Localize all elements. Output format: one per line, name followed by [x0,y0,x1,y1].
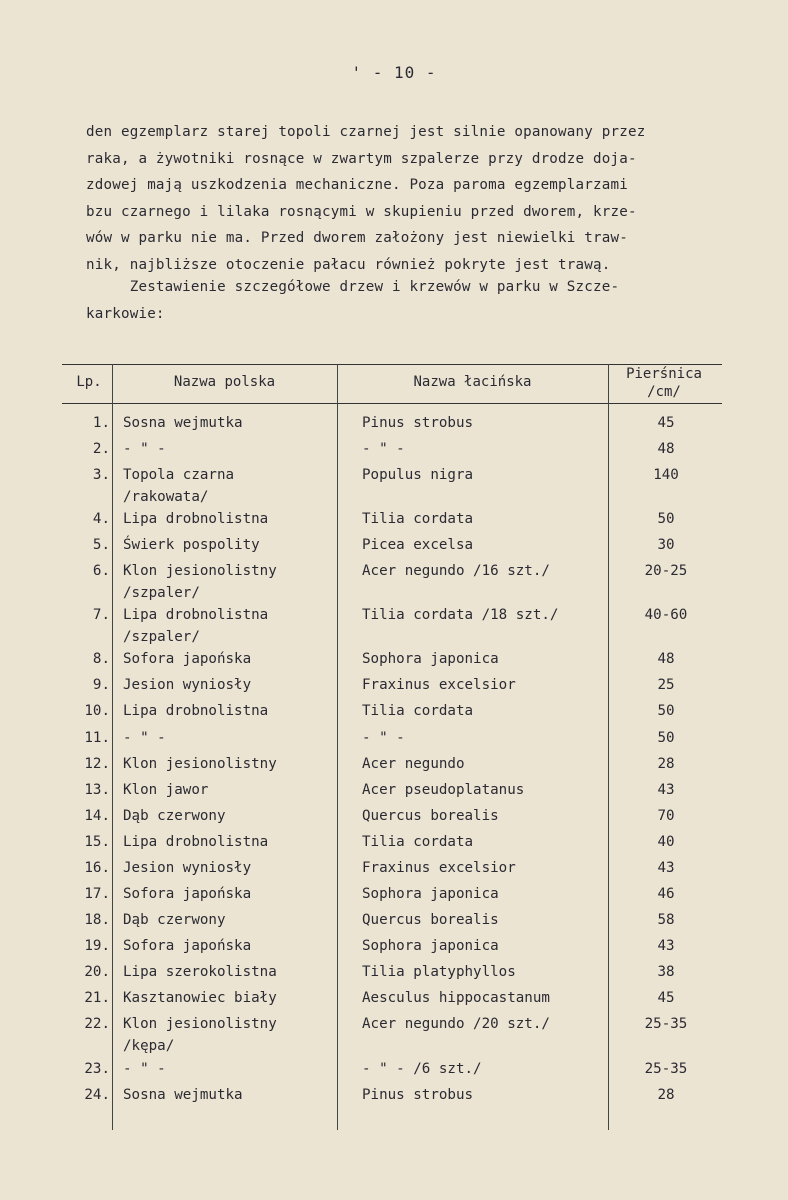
polish-name-line: Klon jesionolistny [123,1016,277,1032]
row-number: 19. [84,938,110,954]
row-number: 16. [84,860,110,876]
circumference-value: 50 [657,703,675,719]
polish-name [123,508,333,530]
latin-name: Quercus borealis [362,912,499,928]
latin-name: Pinus strobus [362,415,474,431]
polish-name [123,648,333,670]
circumference-value: 70 [657,808,675,824]
polish-name [123,1013,333,1057]
latin-name: Sophora japonica [362,938,499,954]
latin-name: - " - [362,441,405,457]
header-unit: /cm/ [647,384,681,400]
polish-name-line: Sosna wejmutka [123,1087,243,1103]
polish-name-line: Lipa drobnolistna [123,607,269,623]
polish-name [123,1084,333,1106]
table-row [0,700,788,726]
polish-name-line: Lipa drobnolistna [123,703,269,719]
polish-name [123,961,333,983]
polish-name-line: Sosna wejmutka [123,415,243,431]
polish-name-line: Kasztanowiec biały [123,990,277,1006]
latin-name: Tilia cordata [362,703,474,719]
table-row [0,604,788,645]
latin-name: Acer pseudoplatanus [362,782,525,798]
latin-name: Tilia cordata [362,834,474,850]
table-top-rule [62,364,722,365]
circumference-value: 48 [657,651,675,667]
polish-name-line: Lipa drobnolistna [123,511,269,527]
latin-name: Aesculus hippocastanum [362,990,550,1006]
latin-name: Quercus borealis [362,808,499,824]
polish-name [123,560,333,604]
circumference-value: 50 [657,730,675,746]
row-number: 12. [84,756,110,772]
circumference-value: 25-35 [644,1061,688,1077]
row-number: 1. [92,415,110,431]
latin-name: Pinus strobus [362,1087,474,1103]
row-number: 8. [92,651,110,667]
polish-name-line: Sofora japońska [123,938,252,954]
table-row [0,508,788,534]
polish-name-note: /rakowata/ [123,489,209,505]
paragraph-intro [86,119,756,278]
row-number: 6. [92,563,110,579]
table-row [0,909,788,935]
polish-name-line: - " - [123,1061,166,1077]
circumference-value: 45 [657,415,675,431]
polish-name [123,438,333,460]
polish-name-line: - " - [123,441,166,457]
text-line: karkowie: [86,305,165,322]
polish-name [123,674,333,696]
latin-name: Sophora japonica [362,886,499,902]
circumference-value: 30 [657,537,675,553]
paragraph-table-intro [86,274,756,327]
table-row [0,883,788,909]
row-number: 23. [84,1061,110,1077]
table-header-rule [62,403,722,404]
polish-name-line: Sofora japońska [123,651,252,667]
circumference-value: 40 [657,834,675,850]
polish-name [123,700,333,722]
circumference-value: 20-25 [644,563,688,579]
latin-name: Acer negundo /20 szt./ [362,1016,550,1032]
text-line: zdowej mają uszkodzenia mechaniczne. Poza paroma egzemplarzami [86,177,628,193]
latin-name: Sophora japonica [362,651,499,667]
table-row [0,412,788,438]
polish-name-line: Jesion wyniosły [123,677,252,693]
polish-name [123,831,333,853]
row-number: 20. [84,964,110,980]
latin-name: Acer negundo /16 szt./ [362,563,550,579]
polish-name-line: Topola czarna [123,467,235,483]
table-row [0,534,788,560]
row-number: 21. [84,990,110,1006]
text-line: Zestawienie szczegółowe drzew i krzewów w parku w Szcze- [86,279,620,295]
table-row [0,1058,788,1084]
row-number: 18. [84,912,110,928]
circumference-value: 40-60 [644,607,688,623]
polish-name-line: Klon jesionolistny [123,563,277,579]
row-number: 24. [84,1087,110,1103]
row-number: 11. [84,730,110,746]
page-number: ' - 10 - [351,63,437,82]
header-circumference: Pierśnica [626,366,702,382]
polish-name-line: Lipa szerokolistna [123,964,277,980]
table-row [0,805,788,831]
latin-name: Populus nigra [362,467,474,483]
header-lp: Lp. [76,374,102,390]
table-row [0,753,788,779]
polish-name-line: - " - [123,730,166,746]
table-row [0,987,788,1013]
text-line: bzu czarnego i lilaka rosnącymi w skupieniu przed dworem, krze- [86,203,637,220]
latin-name: Tilia platyphyllos [362,964,516,980]
polish-name [123,534,333,556]
table-row [0,438,788,464]
table-row [0,961,788,987]
table-row [0,779,788,805]
circumference-value: 140 [653,467,679,483]
circumference-value: 43 [657,938,675,954]
text-line: den egzemplarz starej topoli czarnej jest silnie opanowany przez [86,124,646,140]
row-number: 3. [92,467,110,483]
polish-name-line: Dąb czerwony [123,912,226,928]
table-row [0,560,788,601]
row-number: 14. [84,808,110,824]
polish-name-line: Klon jesionolistny [123,756,277,772]
latin-name: Tilia cordata /18 szt./ [362,607,559,623]
header-polish-name: Nazwa polska [173,374,276,390]
polish-name-line: Sofora japońska [123,886,252,902]
polish-name-line: Jesion wyniosły [123,860,252,876]
latin-name: Fraxinus excelsior [362,860,516,876]
row-number: 13. [84,782,110,798]
circumference-value: 25 [657,677,675,693]
polish-name [123,604,333,648]
polish-name-note: /szpaler/ [123,629,200,645]
circumference-value: 48 [657,441,675,457]
circumference-value: 38 [657,964,675,980]
polish-name [123,857,333,879]
row-number: 17. [84,886,110,902]
text-line: nik, najbliższe otoczenie pałacu również pokryte jest trawą. [86,256,611,273]
circumference-value: 43 [657,782,675,798]
polish-name [123,779,333,801]
latin-name: Tilia cordata [362,511,474,527]
table-row [0,727,788,753]
circumference-value: 43 [657,860,675,876]
polish-name [123,883,333,905]
row-number: 10. [84,703,110,719]
latin-name: Acer negundo [362,756,465,772]
polish-name [123,727,333,749]
row-number: 7. [92,607,110,623]
table-row [0,464,788,505]
polish-name [123,464,333,508]
row-number: 15. [84,834,110,850]
row-number: 2. [92,441,110,457]
latin-name: - " - [362,730,405,746]
polish-name-line: Lipa drobnolistna [123,834,269,850]
table-row [0,674,788,700]
polish-name [123,805,333,827]
polish-name [123,935,333,957]
latin-name: - " - /6 szt./ [362,1061,482,1077]
table-row [0,857,788,883]
table-row [0,935,788,961]
latin-name: Picea excelsa [362,537,474,553]
circumference-value: 50 [657,511,675,527]
polish-name-note: /szpaler/ [123,585,200,601]
header-latin-name: Nazwa łacińska [413,374,532,390]
row-number: 22. [84,1016,110,1032]
table-row [0,1013,788,1054]
row-number: 5. [92,537,110,553]
circumference-value: 45 [657,990,675,1006]
latin-name: Fraxinus excelsior [362,677,516,693]
polish-name-line: Świerk pospolity [123,537,260,553]
table-row [0,648,788,674]
polish-name [123,909,333,931]
polish-name-line: Klon jawor [123,782,209,798]
polish-name [123,753,333,775]
text-line: raka, a żywotniki rosnące w zwartym szpalerze przy drodze doja- [86,150,637,167]
table-row [0,831,788,857]
circumference-value: 25-35 [644,1016,688,1032]
row-number: 9. [92,677,110,693]
circumference-value: 58 [657,912,675,928]
polish-name-line: Dąb czerwony [123,808,226,824]
row-number: 4. [92,511,110,527]
polish-name [123,1058,333,1080]
polish-name [123,987,333,1009]
text-line: wów w parku nie ma. Przed dworem założony jest niewielki traw- [86,230,628,246]
polish-name-note: /kępa/ [123,1038,175,1054]
circumference-value: 46 [657,886,675,902]
circumference-value: 28 [657,756,675,772]
polish-name [123,412,333,434]
circumference-value: 28 [657,1087,675,1103]
table-row [0,1084,788,1110]
